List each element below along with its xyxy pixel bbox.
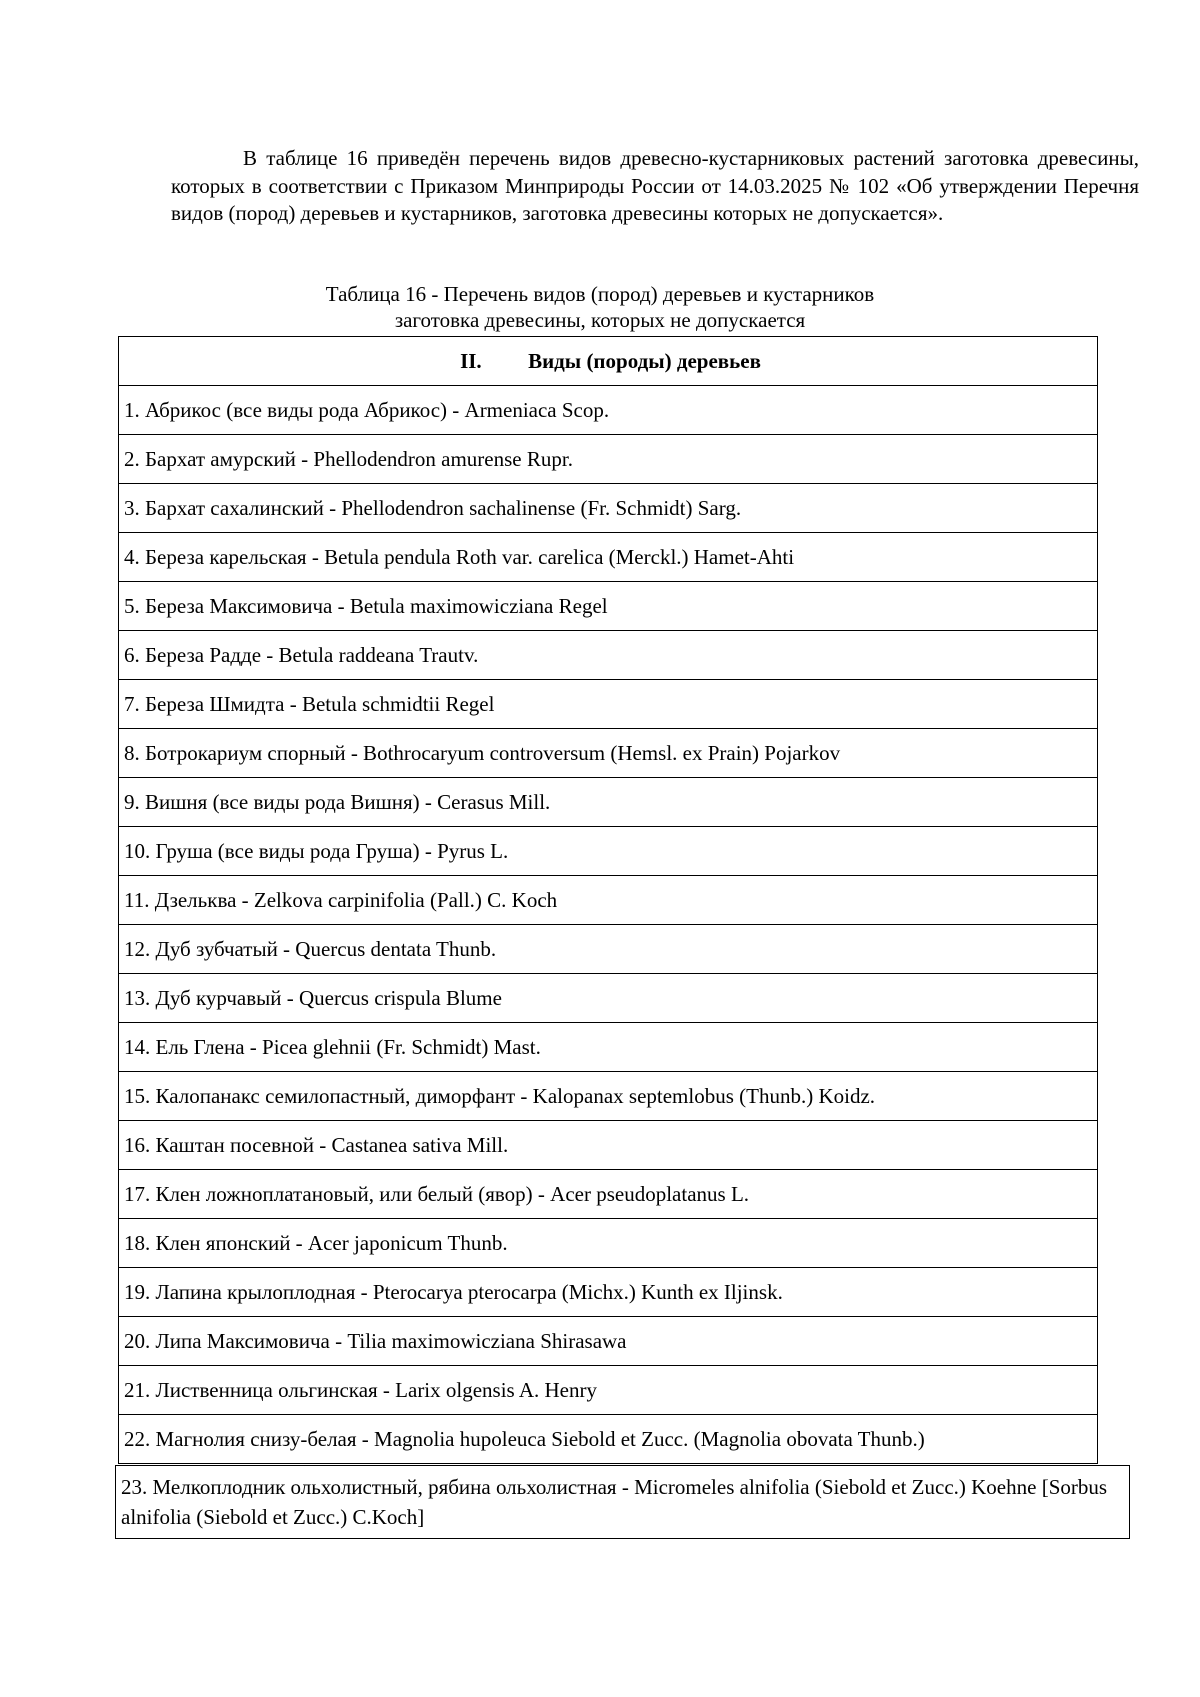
table-caption: [120, 281, 1080, 333]
table-cell: 13. Дуб курчавый - Quercus crispula Blume: [119, 974, 1098, 1023]
species-table: [118, 336, 1098, 1464]
table-row: [119, 925, 1098, 974]
table-row: [119, 876, 1098, 925]
table-cell: 19. Лапина крылоплодная - Pterocarya pterocarpa (Michx.) Kunth ex Iljinsk.: [119, 1268, 1098, 1317]
table-caption-line-2: заготовка древесины, которых не допускается: [394, 308, 806, 332]
table-cell: 12. Дуб зубчатый - Quercus dentata Thunb.: [119, 925, 1098, 974]
table-row: [119, 680, 1098, 729]
table-row: [119, 484, 1098, 533]
section-title: Виды (породы) деревьев: [528, 349, 761, 373]
table-row: [119, 435, 1098, 484]
table-cell: 3. Бархат сахалинский - Phellodendron sachalinense (Fr. Schmidt) Sarg.: [119, 484, 1098, 533]
table-row: [119, 974, 1098, 1023]
table-row: [119, 1268, 1098, 1317]
table-cell: 17. Клен ложноплатановый, или белый (явор) - Acer pseudoplatanus L.: [119, 1170, 1098, 1219]
table-cell: 18. Клен японский - Acer japonicum Thunb.: [119, 1219, 1098, 1268]
table-row: [119, 1023, 1098, 1072]
table-cell: 10. Груша (все виды рода Груша) - Pyrus L.: [119, 827, 1098, 876]
table-cell: 15. Калопанакс семилопастный, диморфант - Kalopanax septemlobus (Thunb.) Koidz.: [119, 1072, 1098, 1121]
table-row: [119, 631, 1098, 680]
section-number: II.: [460, 349, 482, 373]
table-cell: 5. Береза Максимовича - Betula maximowicziana Regel: [119, 582, 1098, 631]
table-caption-line-1: Таблица 16 - Перечень видов (пород) деревьев и кустарников: [325, 282, 875, 306]
table-row: [119, 1415, 1098, 1464]
table-cell: 7. Береза Шмидта - Betula schmidtii Regel: [119, 680, 1098, 729]
table-cell: 11. Дзельква - Zelkova carpinifolia (Pall.) C. Koch: [119, 876, 1098, 925]
species-table-body: [119, 337, 1098, 1464]
table-row: [119, 778, 1098, 827]
table-row: [119, 1121, 1098, 1170]
table-row: [119, 533, 1098, 582]
table-row: [119, 582, 1098, 631]
table-row-last: 23. Мелкоплодник ольхолистный, рябина ольхолистная - Micromeles alnifolia (Siebold et Zucc.) Koehne [Sorbus alnifolia (Siebold et Zucc.) C.Koch]: [115, 1465, 1130, 1539]
table-cell: 1. Абрикос (все виды рода Абрикос) - Armeniaca Scop.: [119, 386, 1098, 435]
table-row: [119, 1170, 1098, 1219]
table-cell: 16. Каштан посевной - Castanea sativa Mill.: [119, 1121, 1098, 1170]
table-cell: 8. Ботрокариум спорный - Bothrocaryum controversum (Hemsl. ex Prain) Pojarkov: [119, 729, 1098, 778]
table-row: [119, 1366, 1098, 1415]
table-cell: 14. Ель Глена - Picea glehnii (Fr. Schmidt) Mast.: [119, 1023, 1098, 1072]
table-row: [119, 1219, 1098, 1268]
table-cell: 9. Вишня (все виды рода Вишня) - Cerasus Mill.: [119, 778, 1098, 827]
table-cell: 20. Липа Максимовича - Tilia maximowicziana Shirasawa: [119, 1317, 1098, 1366]
table-header-row: [119, 337, 1098, 386]
table-row: [119, 386, 1098, 435]
table-row: [119, 1317, 1098, 1366]
intro-paragraph: В таблице 16 приведён перечень видов древесно-кустарниковых растений заготовка древесины, которых в соответствии с Приказом Минприроды России от 14.03.2025 № 102 «Об утверждении Перечня видов (пород) деревьев и кустарников, заготовка древесины которых не допускается».: [171, 146, 1139, 226]
section-header-cell: [119, 337, 1098, 386]
table-cell: 21. Лиственница ольгинская - Larix olgensis A. Henry: [119, 1366, 1098, 1415]
table-row: [119, 729, 1098, 778]
table-cell: 4. Береза карельская - Betula pendula Roth var. carelica (Merckl.) Hamet-Ahti: [119, 533, 1098, 582]
table-cell: 22. Магнолия снизу-белая - Magnolia hupoleuca Siebold et Zucc. (Magnolia obovata Thunb.): [119, 1415, 1098, 1464]
table-cell: 2. Бархат амурский - Phellodendron amurense Rupr.: [119, 435, 1098, 484]
table-row: [119, 1072, 1098, 1121]
table-row: [119, 827, 1098, 876]
table-cell: 6. Береза Радде - Betula raddeana Trautv.: [119, 631, 1098, 680]
